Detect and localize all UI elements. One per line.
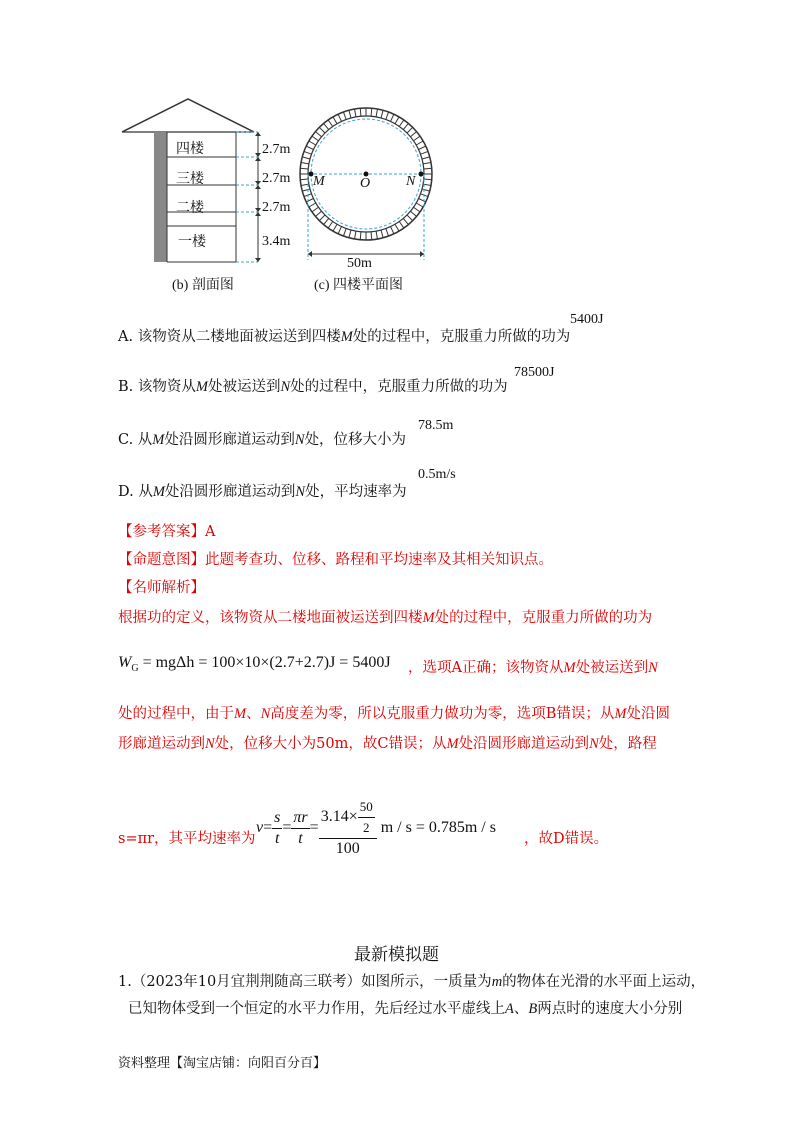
height-label-3: 2.7m: [262, 171, 291, 186]
point-n-label: N: [406, 174, 416, 189]
analysis-line-5-start: s=πr，其平均速率为: [118, 831, 256, 847]
point-m-label: M: [313, 174, 325, 189]
analysis-line-3: 处的过程中，由于M、N高度差为零，所以克服重力做功为零，选项B错误；从M处沿圆: [118, 706, 671, 722]
floor-label-2: 二楼: [176, 201, 204, 216]
analysis-line-5-end: ，故D错误。: [524, 831, 609, 847]
height-label-4: 2.7m: [262, 142, 291, 157]
floor-label-3: 三楼: [176, 172, 204, 187]
speed-formula: v = $\frac{s}{t}$ = $\frac{\pi r}{t}$ = 3.14× $\frac{50}{2}$ 100 m / s = 0.785m / s: [256, 799, 496, 857]
floor-label-4: 四楼: [176, 142, 204, 157]
intent: 【命题意图】此题考查功、位移、路程和平均速率及其相关知识点。: [118, 552, 553, 568]
option-a: A. 该物资从二楼地面被运送到四楼M处的过程中，克服重力所做的功为: [118, 329, 571, 345]
analysis-line-2: ，选项A正确；该物资从M处被运送到N: [408, 660, 658, 676]
option-d: D. 从M处沿圆形廊道运动到N处，平均速率为: [118, 484, 407, 500]
option-c: C. 从M处沿圆形廊道运动到N处，位移大小为: [118, 432, 407, 448]
analysis-line-4: 形廊道运动到N处，位移大小为50m，故C错误；从M处沿圆形廊道运动到N处，路程: [118, 736, 657, 752]
option-b-value: 78500J: [514, 365, 555, 380]
option-c-value: 78.5m: [418, 418, 454, 433]
diameter-label: 50m: [347, 256, 372, 271]
question-1-line-2: 已知物体受到一个恒定的水平力作用，先后经过水平虚线上A、B两点时的速度大小分别: [128, 1001, 683, 1017]
footer-note: 资料整理【淘宝店铺：向阳百分百】: [118, 1056, 327, 1071]
caption-b: (b) 剖面图: [172, 278, 234, 293]
option-a-value: 5400J: [570, 312, 604, 327]
work-formula: $W_G = mg\Delta h = 100\times 10\times(2.7+2.7)J = 5400J$: [118, 654, 391, 675]
section-title: 最新模拟题: [354, 945, 439, 965]
point-o-label: O: [360, 176, 371, 191]
analysis-line-1: 根据功的定义，该物资从二楼地面被运送到四楼M处的过程中，克服重力所做的功为: [118, 610, 653, 626]
option-b: B. 该物资从M处被运送到N处的过程中，克服重力所做的功为: [118, 379, 508, 395]
question-1-line-1: 1.（2023年10月宜荆荆随高三联考）如图所示，一质量为m的物体在光滑的水平面上运动，: [118, 974, 706, 990]
analysis-heading: 【名师解析】: [118, 580, 205, 596]
height-label-1: 3.4m: [262, 234, 291, 249]
caption-c: (c) 四楼平面图: [314, 278, 404, 293]
floor-label-1: 一楼: [178, 235, 206, 250]
reference-answer: 【参考答案】A: [118, 524, 216, 540]
option-d-value: 0.5m/s: [418, 467, 456, 482]
height-label-2: 2.7m: [262, 200, 291, 215]
